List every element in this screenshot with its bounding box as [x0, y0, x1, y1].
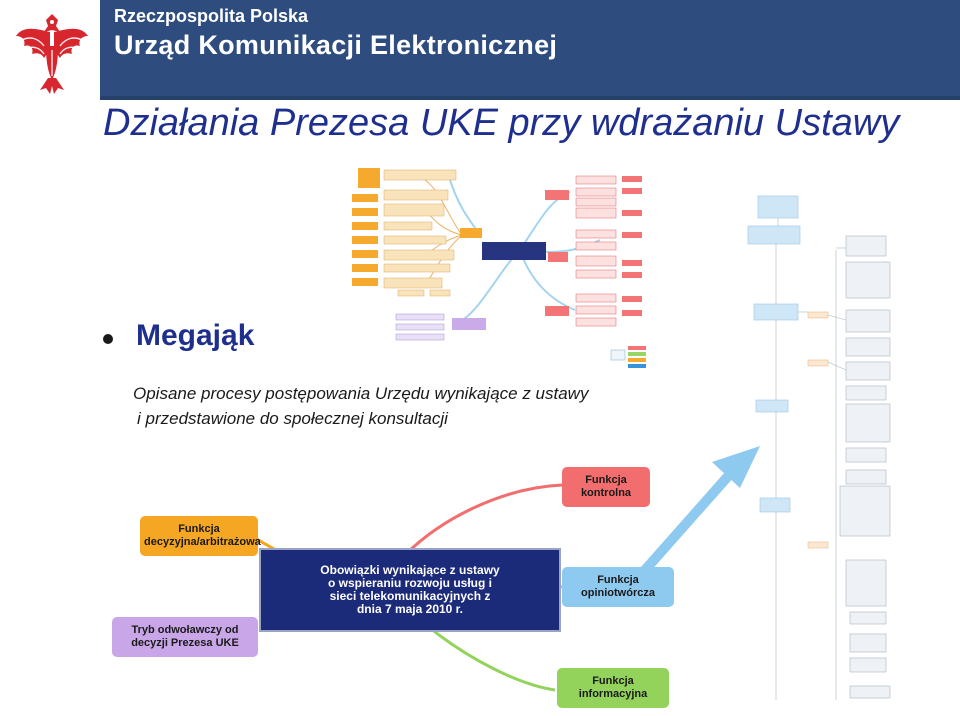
thumbnail-mindmap: [352, 168, 646, 368]
node-funkcja-informacyjna: [557, 668, 669, 708]
right-flowchart: [748, 196, 890, 700]
node-funkcja-decyzyjna-label: Funkcja decyzyjna/arbitrażowa: [144, 523, 261, 548]
node-funkcja-decyzyjna: [140, 516, 261, 556]
header-title: Urząd Komunikacji Elektronicznej: [114, 30, 558, 60]
node-funkcja-opiniotworcza: [562, 567, 674, 607]
node-funkcja-kontrolna-label: Funkcja kontrolna: [580, 474, 632, 499]
node-funkcja-opiniotworcza-label: Funkcja opiniotwórcza: [581, 574, 655, 599]
node-tryb-odwolawczy-label: Tryb odwoławczy od decyzji Prezesa UKE: [131, 624, 239, 649]
central-node-label: Obowiązki wynikające z ustawy o wspieraniu rozwoju usług i sieci telekomunikacyjnych z dnia 7 maja 2010 r.: [320, 563, 500, 616]
header-subtitle: Rzeczpospolita Polska: [114, 6, 309, 26]
bullet-dot: [103, 334, 113, 344]
central-node: [259, 548, 561, 632]
description-line-2: i przedstawione do społecznej konsultacji: [137, 409, 448, 428]
node-funkcja-kontrolna: [562, 467, 650, 507]
node-tryb-odwolawczy: [112, 617, 258, 657]
slide-title: Działania Prezesa UKE przy wdrażaniu Ustawy: [103, 102, 900, 144]
description-line-1: Opisane procesy postępowania Urzędu wynikające z ustawy: [133, 384, 589, 403]
bullet-megajak: Megająk: [136, 319, 255, 352]
node-funkcja-informacyjna-label: Funkcja informacyjna: [578, 675, 648, 700]
